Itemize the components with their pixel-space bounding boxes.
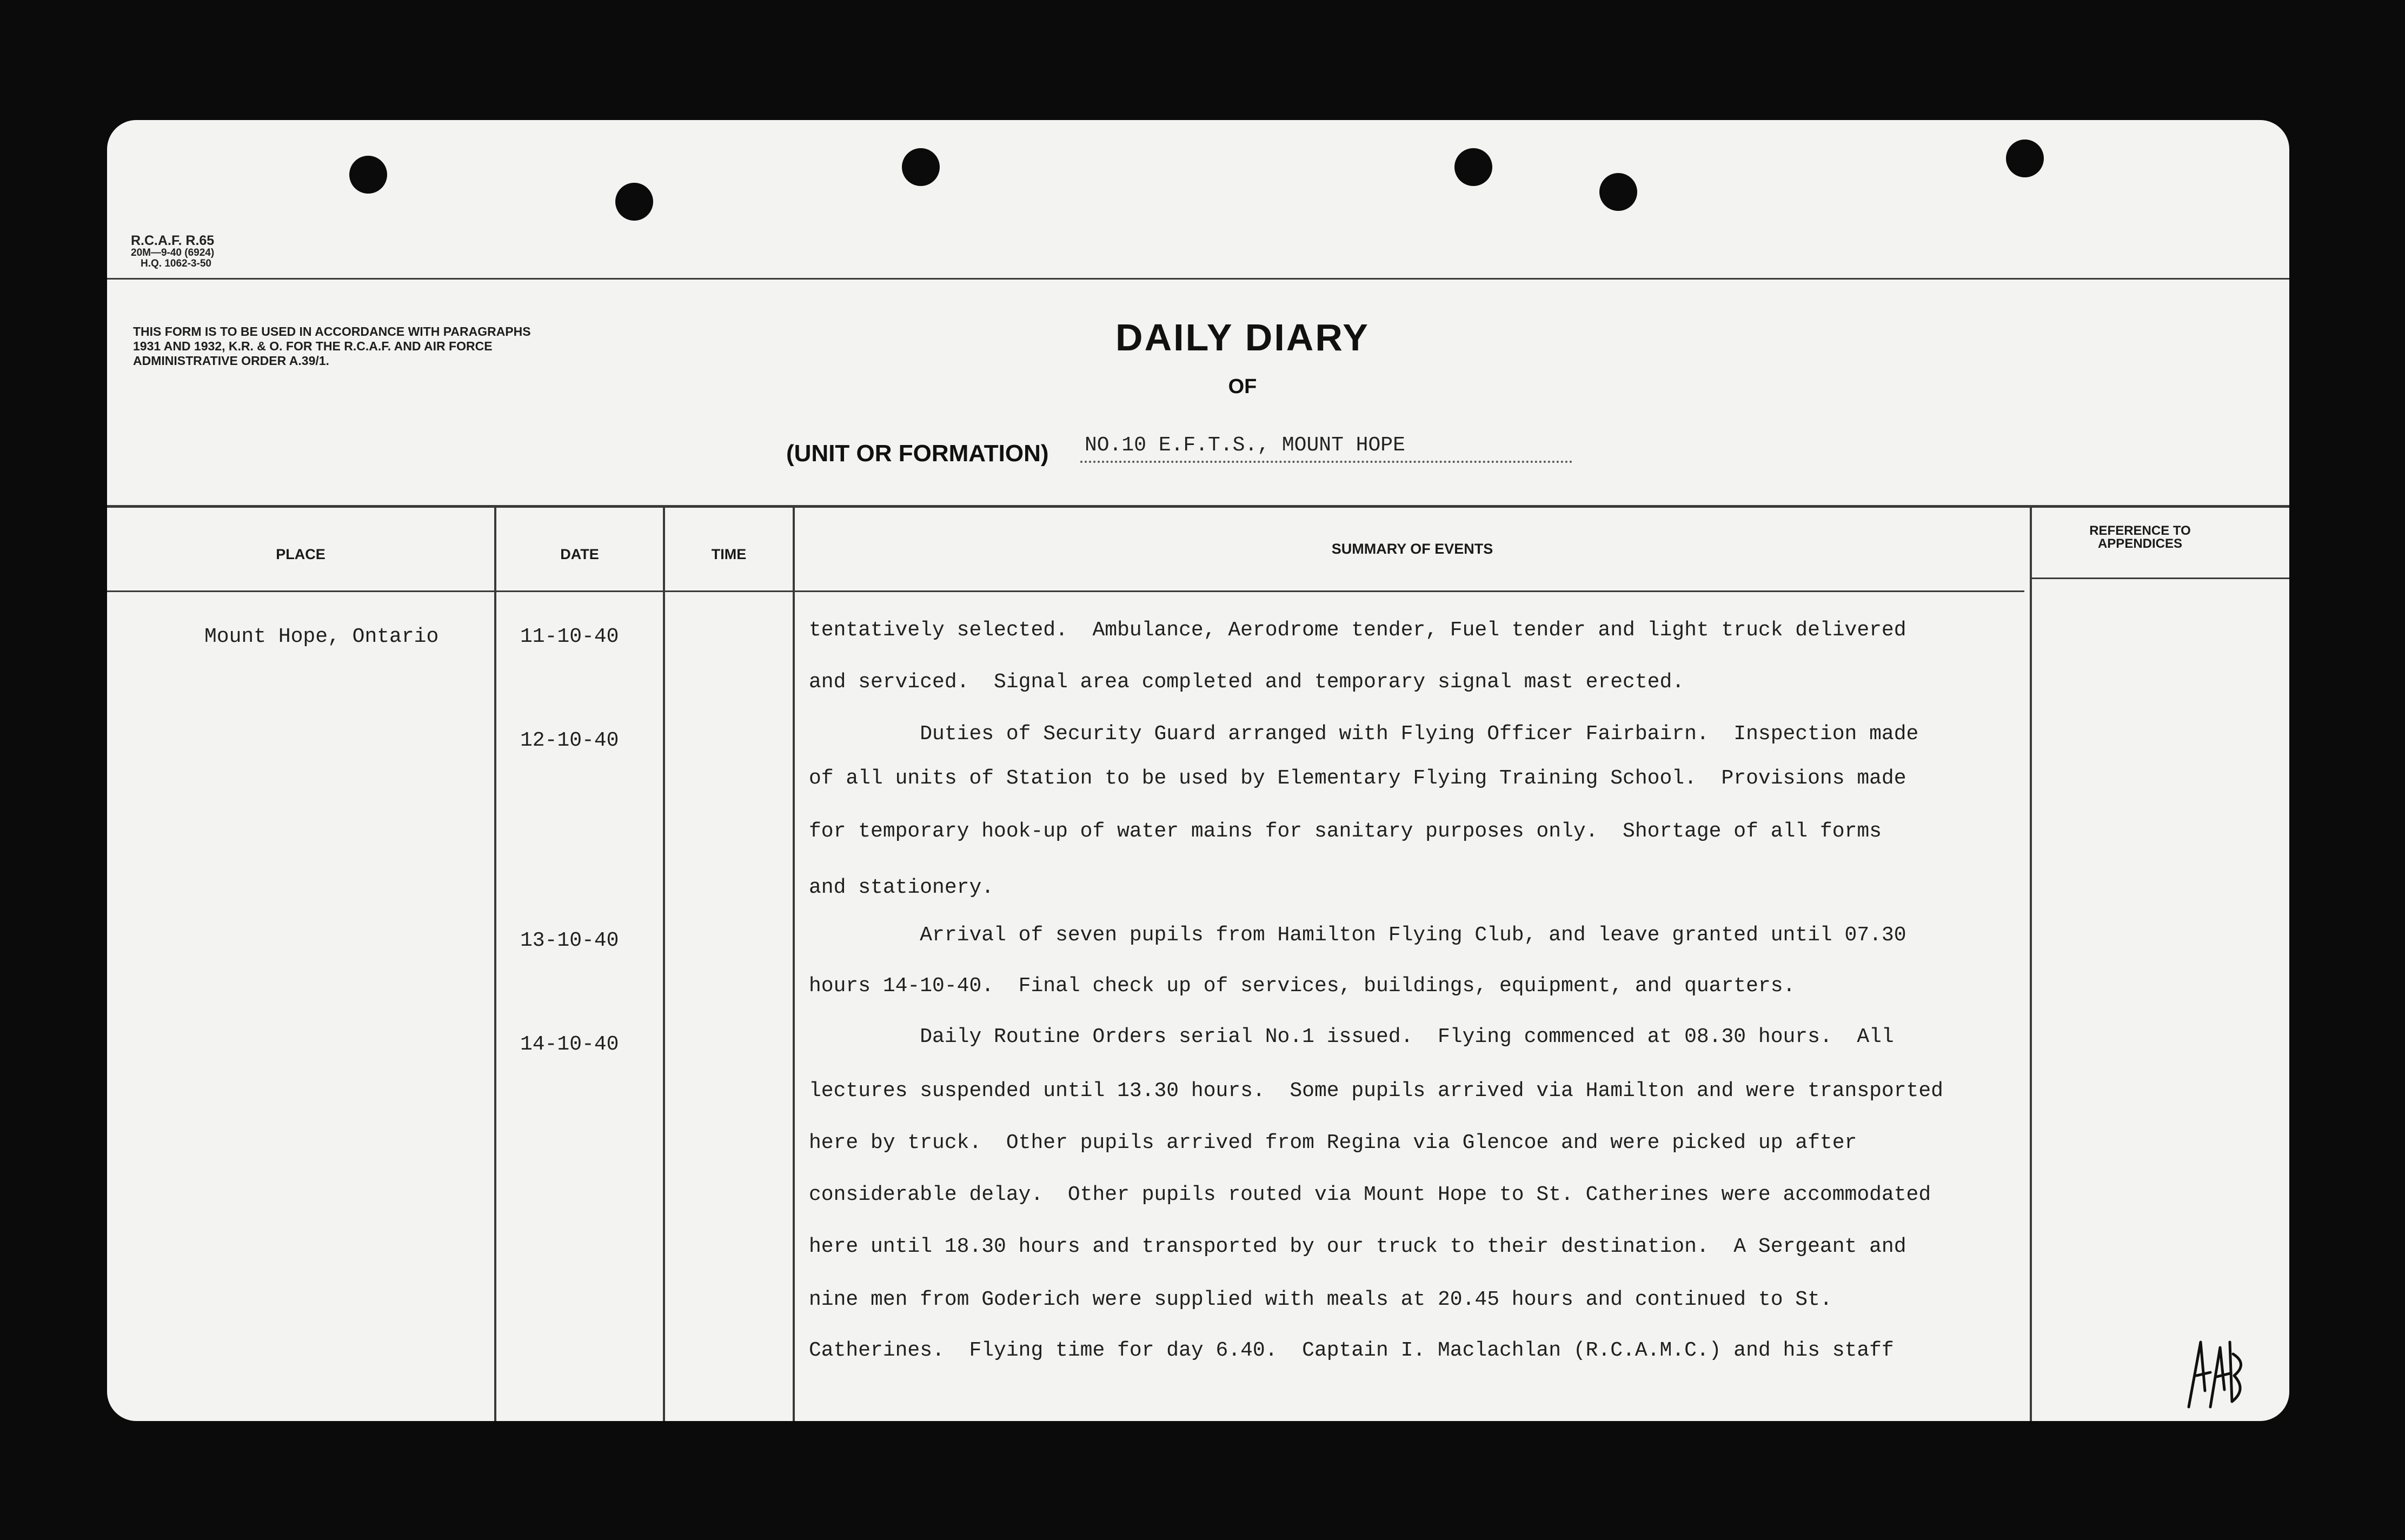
- form-notice: THIS FORM IS TO BE USED IN ACCORDANCE WITH PARAGRAPHS 1931 AND 1932, K.R. & O. FOR THE R.C.A.F. AND AIR FORCE ADMINISTRATIVE ORDER A.39/1.: [133, 324, 531, 368]
- handwritten-initials: [2178, 1326, 2248, 1418]
- form-code-line: 20M—9-40 (6924): [131, 247, 215, 259]
- title-of: OF: [1228, 375, 1257, 398]
- header-divider: [107, 505, 2289, 508]
- column-rule: [494, 506, 496, 1421]
- summary-line: Duties of Security Guard arranged with Flying Officer Fairbairn. Inspection made: [809, 722, 1919, 746]
- summary-line: tentatively selected. Ambulance, Aerodrome tender, Fuel tender and light truck delivered: [809, 619, 1906, 642]
- punch-hole: [1599, 173, 1637, 211]
- punch-hole: [615, 183, 653, 221]
- unit-value: NO.10 E.F.T.S., MOUNT HOPE: [1085, 434, 1405, 457]
- column-header-date: DATE: [560, 546, 599, 562]
- punch-hole: [2006, 140, 2044, 177]
- column-header-reference: REFERENCE TO APPENDICES: [2089, 523, 2191, 551]
- form-code: [131, 234, 214, 269]
- summary-line: for temporary hook-up of water mains for sanitary purposes only. Shortage of all forms: [809, 820, 1882, 843]
- summary-line: here until 18.30 hours and transported by our truck to their destination. A Sergeant and: [809, 1235, 1906, 1258]
- summary-line: Daily Routine Orders serial No.1 issued. Flying commenced at 08.30 hours. All: [809, 1025, 1894, 1048]
- summary-line: Arrival of seven pupils from Hamilton Flying Club, and leave granted until 07.30: [809, 924, 1906, 947]
- divider: [107, 278, 2289, 280]
- summary-line: of all units of Station to be used by Elementary Flying Training School. Provisions made: [809, 767, 1906, 790]
- summary-line: considerable delay. Other pupils routed via Mount Hope to St. Catherines were accommodated: [809, 1183, 1931, 1206]
- form-code-line: H.Q. 1062-3-50: [141, 258, 211, 270]
- date-cell: 12-10-40: [520, 729, 619, 752]
- unit-label: (UNIT OR FORMATION): [786, 440, 1049, 467]
- column-rule: [2030, 506, 2032, 1421]
- unit-dotted-line: [1080, 461, 1572, 463]
- column-header-summary: SUMMARY OF EVENTS: [1331, 541, 1493, 557]
- punch-hole: [1454, 148, 1492, 186]
- summary-line: and stationery.: [809, 876, 994, 899]
- summary-line: and serviced. Signal area completed and temporary signal mast erected.: [809, 671, 1685, 694]
- diary-page: [107, 120, 2289, 1421]
- column-rule: [793, 506, 795, 1421]
- page-title: DAILY DIARY: [1115, 316, 1370, 359]
- form-code-line: R.C.A.F. R.65: [131, 233, 215, 248]
- reference-header-divider: [2032, 578, 2289, 579]
- summary-line: nine men from Goderich were supplied with meals at 20.45 hours and continued to St.: [809, 1288, 1832, 1311]
- summary-line: hours 14-10-40. Final check up of services, buildings, equipment, and quarters.: [809, 974, 1796, 998]
- punch-hole: [349, 156, 387, 194]
- punch-hole: [902, 148, 940, 186]
- column-header-time: TIME: [711, 546, 747, 562]
- place-cell: Mount Hope, Ontario: [204, 625, 439, 648]
- column-header-divider: [107, 590, 2024, 592]
- date-cell: 11-10-40: [520, 625, 619, 648]
- summary-line: here by truck. Other pupils arrived from Regina via Glencoe and were picked up after: [809, 1131, 1857, 1154]
- date-cell: 13-10-40: [520, 929, 619, 952]
- date-cell: 14-10-40: [520, 1033, 619, 1056]
- column-rule: [663, 506, 665, 1421]
- summary-line: Catherines. Flying time for day 6.40. Captain I. Maclachlan (R.C.A.M.C.) and his staff: [809, 1339, 1894, 1362]
- column-header-place: PLACE: [276, 546, 325, 562]
- summary-line: lectures suspended until 13.30 hours. Some pupils arrived via Hamilton and were transported: [809, 1079, 1943, 1103]
